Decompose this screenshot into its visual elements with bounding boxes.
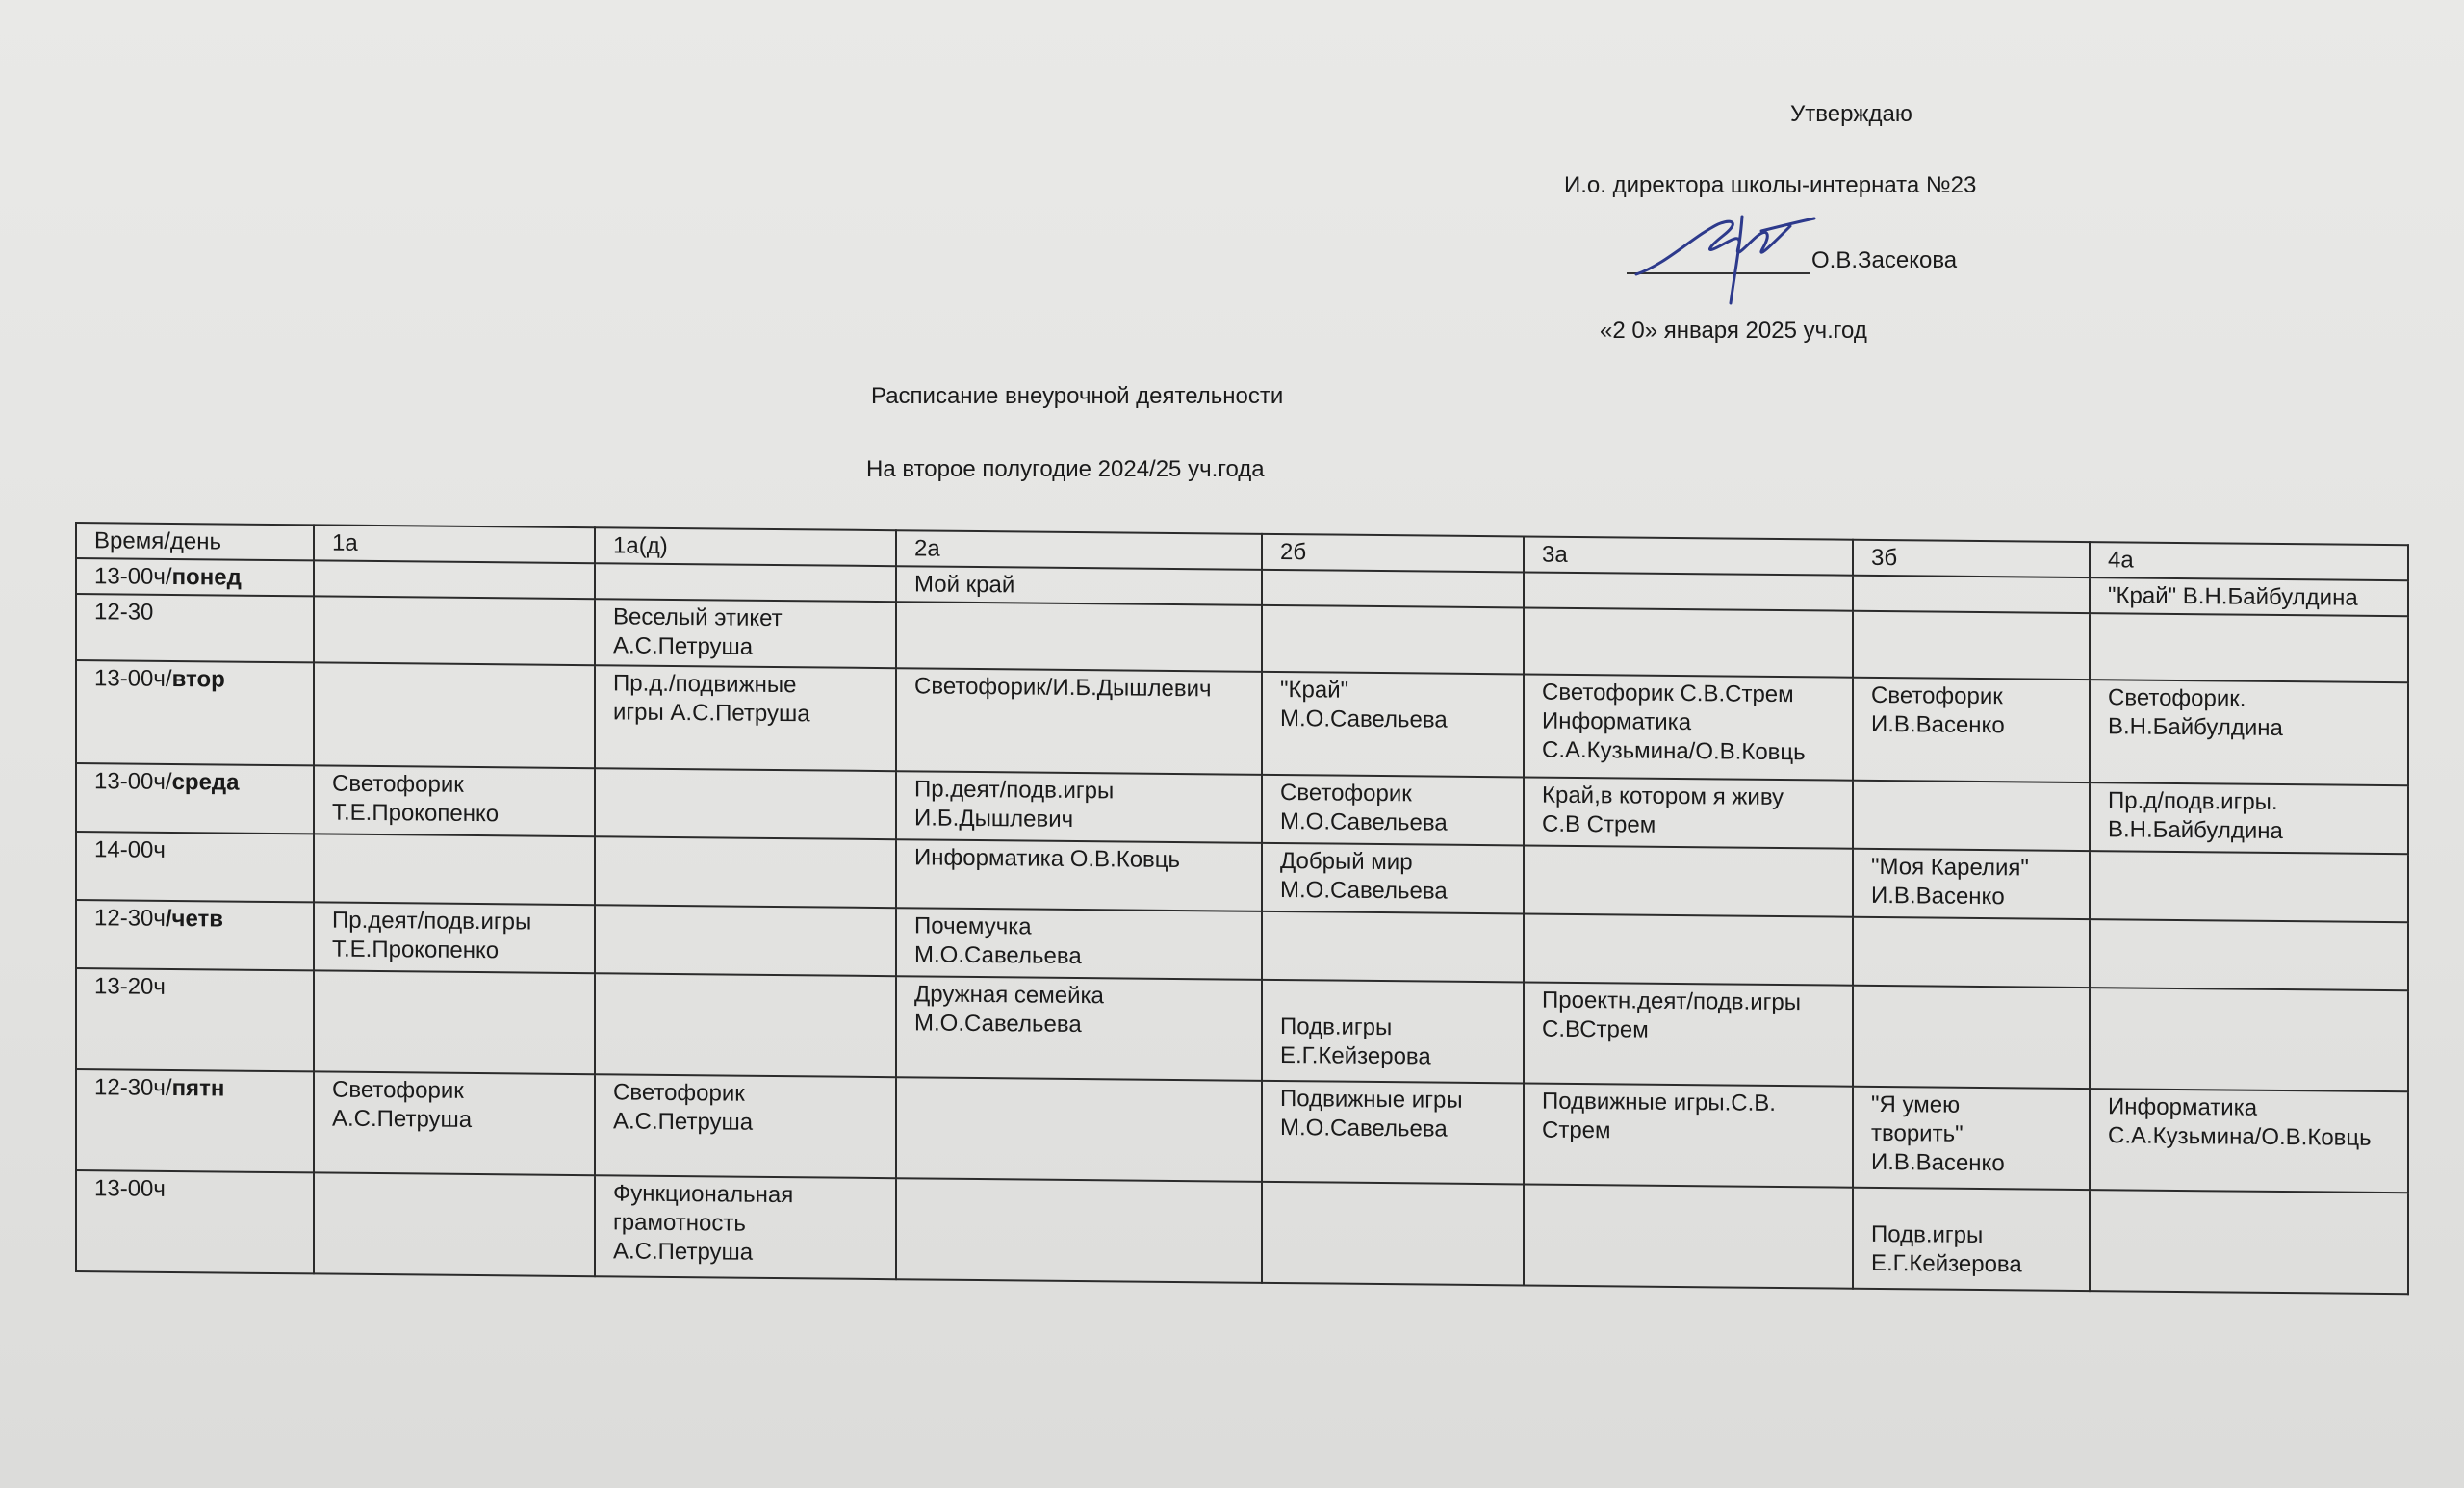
header-time-day: Время/день xyxy=(76,523,314,560)
table-cell: Пр.деят/подв.игры И.Б.Дышлевич xyxy=(896,771,1262,843)
table-cell: Подв.игры Е.Г.Кейзерова xyxy=(1262,980,1524,1084)
table-cell xyxy=(595,836,896,908)
handwritten-signature xyxy=(1627,197,1819,313)
table-cell: Светофорик С.В.Стрем Информатика С.А.Кузьмина/О.В.Ковць xyxy=(1524,674,1853,780)
table-cell: Подв.игры Е.Г.Кейзерова xyxy=(1853,1188,2090,1291)
table-cell: Мой край xyxy=(896,566,1262,605)
document-subtitle: На второе полугодие 2024/25 уч.года xyxy=(866,456,1265,482)
table-cell xyxy=(2090,613,2408,682)
table-cell xyxy=(2090,988,2408,1091)
table-cell: Информатика О.В.Ковць xyxy=(896,839,1262,911)
table-cell xyxy=(1524,607,1853,677)
time-cell: 13-00ч xyxy=(76,1170,314,1273)
table-cell xyxy=(595,973,896,1077)
table-cell: Пр.д./подвижные игры А.С.Петруша xyxy=(595,665,896,771)
table-cell: Светофорик/И.Б.Дышлевич xyxy=(896,668,1262,775)
table-cell xyxy=(314,1172,595,1276)
table-cell: "Край" В.Н.Байбулдина xyxy=(2090,577,2408,616)
table-cell xyxy=(314,834,595,905)
table-cell xyxy=(1262,1182,1524,1286)
table-cell: Дружная семейка М.О.Савельева xyxy=(896,976,1262,1081)
table-cell: "Моя Карелия" И.В.Васенко xyxy=(1853,849,2090,919)
time-cell: 13-00ч/среда xyxy=(76,763,314,834)
table-cell xyxy=(1262,570,1524,608)
table-cell xyxy=(2090,1190,2408,1294)
table-cell: Почемучка М.О.Савельева xyxy=(896,908,1262,980)
table-cell xyxy=(595,905,896,976)
table-cell: Светофорик А.С.Петруша xyxy=(595,1074,896,1178)
table-cell: Светофорик. В.Н.Байбулдина xyxy=(2090,680,2408,785)
table-cell: Край,в котором я живу С.В Стрем xyxy=(1524,777,1853,848)
table-cell xyxy=(1262,605,1524,675)
table-cell: Проектн.деят/подв.игры С.ВСтрем xyxy=(1524,982,1853,1086)
table-cell xyxy=(1262,911,1524,983)
table-cell xyxy=(1853,576,2090,613)
table-cell xyxy=(1524,572,1853,610)
header-class-1a: 1а xyxy=(314,525,595,563)
table-cell xyxy=(595,563,896,602)
time-cell: 14-00ч xyxy=(76,832,314,902)
table-cell: "Я умею творить" И.В.Васенко xyxy=(1853,1087,2090,1190)
time-cell: 12-30ч/пятн xyxy=(76,1069,314,1172)
table-cell xyxy=(595,768,896,839)
time-cell: 12-30 xyxy=(76,594,314,662)
table-cell: Пр.деят/подв.игры Т.Е.Прокопенко xyxy=(314,902,595,973)
table-cell: Светофорик И.В.Васенко xyxy=(1853,678,2090,782)
table-cell: Светофорик М.О.Савельева xyxy=(1262,775,1524,846)
header-class-4a: 4а xyxy=(2090,542,2408,580)
table-cell xyxy=(2090,851,2408,922)
table-cell xyxy=(1524,1184,1853,1288)
header-class-3b: 3б xyxy=(1853,540,2090,577)
approval-position: И.о. директора школы-интерната №23 xyxy=(1564,172,1977,198)
approval-heading: Утверждаю xyxy=(1790,101,1912,127)
table-cell: Веселый этикет А.С.Петруша xyxy=(595,599,896,668)
approval-name: О.В.Засекова xyxy=(1811,247,1958,273)
table-cell xyxy=(1853,611,2090,680)
header-class-2a: 2а xyxy=(896,530,1262,570)
schedule-table xyxy=(75,522,2409,1295)
table-cell: Функциональная грамотность А.С.Петруша xyxy=(595,1175,896,1279)
time-cell: 13-20ч xyxy=(76,968,314,1071)
table-cell xyxy=(314,970,595,1074)
table-cell xyxy=(2090,919,2408,990)
header-class-1a-d: 1а(д) xyxy=(595,527,896,566)
table-cell xyxy=(1853,917,2090,988)
table-cell xyxy=(1524,913,1853,985)
table-cell: Подвижные игры М.О.Савельева xyxy=(1262,1081,1524,1185)
table-cell: Добрый мир М.О.Савельева xyxy=(1262,843,1524,914)
table-cell: "Край" М.О.Савельева xyxy=(1262,672,1524,778)
table-cell xyxy=(896,1077,1262,1182)
table-cell xyxy=(896,602,1262,672)
table-cell: Светофорик Т.Е.Прокопенко xyxy=(314,765,595,836)
table-cell xyxy=(1853,986,2090,1089)
table-cell: Подвижные игры.С.В. Стрем xyxy=(1524,1083,1853,1187)
approval-date: «2 0» января 2025 уч.год xyxy=(1600,318,1867,344)
table-cell xyxy=(896,1178,1262,1283)
table-row xyxy=(76,1170,2408,1294)
time-cell: 12-30ч/четв xyxy=(76,900,314,970)
header-class-3a: 3а xyxy=(1524,536,1853,575)
table-cell xyxy=(314,560,595,599)
table-cell xyxy=(1853,781,2090,851)
table-cell: Пр.д/подв.игры. В.Н.Байбулдина xyxy=(2090,782,2408,854)
document-title: Расписание внеурочной деятельности xyxy=(871,383,1284,409)
time-cell: 13-00ч/понед xyxy=(76,558,314,596)
table-cell xyxy=(314,662,595,768)
table-cell: Светофорик А.С.Петруша xyxy=(314,1071,595,1175)
time-cell: 13-00ч/втор xyxy=(76,660,314,765)
header-class-2b: 2б xyxy=(1262,534,1524,573)
table-cell xyxy=(314,596,595,665)
table-cell xyxy=(1524,845,1853,916)
table-cell: Информатика С.А.Кузьмина/О.В.Ковць xyxy=(2090,1089,2408,1193)
